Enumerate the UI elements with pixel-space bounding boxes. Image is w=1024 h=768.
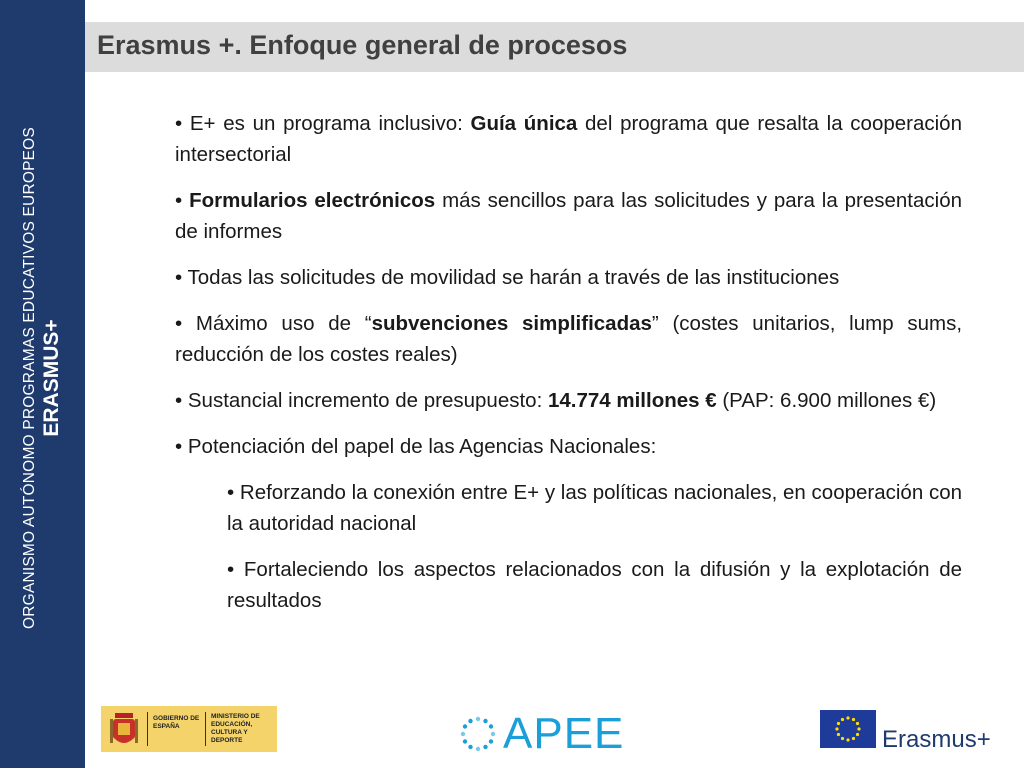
bullet-marker: • <box>175 312 196 335</box>
bullet-text: Sustancial incremento de presupuesto: <box>187 389 548 412</box>
bullet-text: (PAP: 6.900 millones €) <box>716 389 937 412</box>
bullet-emphasis: Formularios electrónicos <box>189 189 436 212</box>
erasmus-plus-logo <box>820 710 1020 758</box>
gobierno-logo <box>101 706 277 752</box>
logo-divider <box>147 712 148 746</box>
bullet-text: E+ es un programa inclusivo: <box>189 112 471 135</box>
bullet-marker: • <box>227 481 240 504</box>
bullet-marker: • <box>175 435 188 458</box>
erasmus-text: Erasmus+ <box>882 726 991 753</box>
sidebar-band <box>0 0 85 768</box>
dot-ring-icon <box>458 714 498 754</box>
bullet-item <box>175 185 962 247</box>
bullet-marker: • <box>227 558 244 581</box>
footer-logos <box>85 700 1024 768</box>
bullet-marker: • <box>175 266 188 289</box>
bullet-item <box>175 431 962 462</box>
bullet-item <box>175 262 962 293</box>
bullet-item <box>175 308 962 370</box>
sub-bullet-item <box>227 554 962 616</box>
bullet-text: Todas las solicitudes de movilidad se harán a través de las instituciones <box>187 266 840 289</box>
organization-name: ORGANISMO AUTÓNOMO PROGRAMAS EDUCATIVOS EUROPEOS <box>21 127 38 629</box>
apee-text: APEE <box>503 709 625 758</box>
program-name: ERASMUS+ <box>40 319 63 437</box>
bullet-emphasis: 14.774 millones € <box>547 389 717 412</box>
apee-logo <box>458 708 638 764</box>
bullet-text: del programa que resalta la cooperación intersectorial <box>175 112 962 166</box>
bullet-text: Reforzando la conexión entre E+ y las políticas nacionales, en cooperación con la autoridad nacional <box>227 481 962 535</box>
bullet-text: Potenciación del papel de las Agencias Nacionales: <box>187 435 657 458</box>
ministerio-text: MINISTERIO DE EDUCACIÓN, CULTURA Y DEPORTE <box>211 713 260 744</box>
title-bar <box>85 22 1024 72</box>
bullet-text: más sencillos para las solicitudes y para la presentación de informes <box>175 189 962 243</box>
bullet-marker: • <box>175 112 190 135</box>
eu-flag-icon <box>820 710 876 748</box>
logo-divider <box>205 712 206 746</box>
bullet-item <box>175 108 962 170</box>
sidebar-vertical-text <box>20 0 64 758</box>
bullet-text: Fortaleciendo los aspectos relacionados con la difusión y la explotación de resultados <box>227 558 962 612</box>
bullet-marker: • <box>175 189 190 212</box>
bullet-marker: • <box>175 389 188 412</box>
bullet-emphasis: Guía única <box>470 112 578 135</box>
bullet-text: ” (costes unitarios, lump sums, reducción de los costes reales) <box>175 312 963 366</box>
bullet-emphasis: subvenciones simplificadas <box>371 312 652 335</box>
bullet-list <box>175 108 962 631</box>
bullet-text: Máximo uso de “ <box>195 312 372 335</box>
bullet-item <box>175 385 962 416</box>
page-title: Erasmus +. Enfoque general de procesos <box>97 30 628 60</box>
sub-bullet-item <box>227 477 962 539</box>
coat-of-arms-icon <box>109 711 139 747</box>
gobierno-text: GOBIERNO DE ESPAÑA <box>153 715 200 730</box>
